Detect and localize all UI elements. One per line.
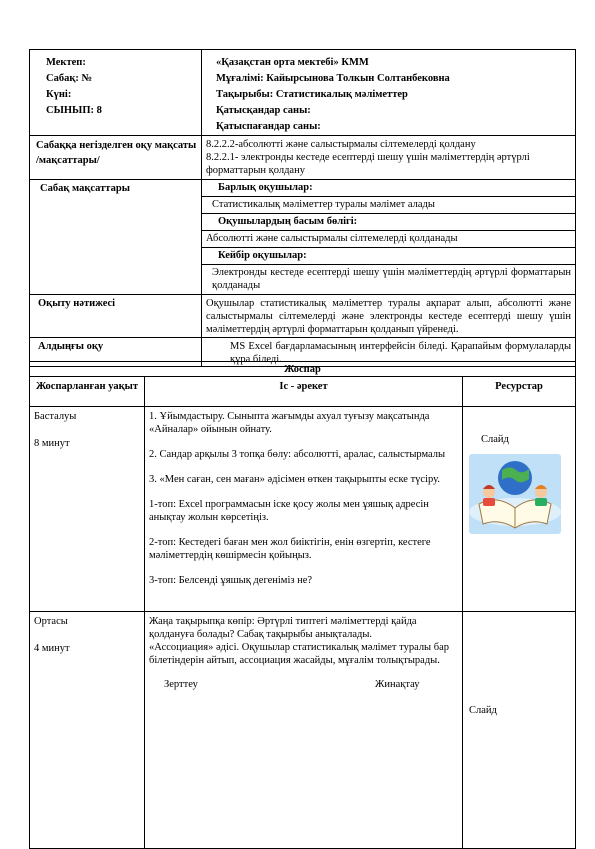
objective-2: 8.2.2.1- электронды кестеде есептерді шешу үшін мәліметтердің әртүрлі форматтарын қолдану xyxy=(206,152,530,176)
prior-learning-label: Алдыңғы оқу xyxy=(30,338,202,367)
goals-label: Сабақ мақсаттары xyxy=(30,180,202,295)
middle-stage-name: Ортасы xyxy=(34,616,68,627)
start-step-1: 1. Ұйымдастыру. Сыныпта жағымды ахуал туғызу мақсатында «Айналар» ойынын ойнату. xyxy=(149,411,430,435)
teacher-info-cell xyxy=(202,50,576,136)
lesson-info-table xyxy=(29,49,576,367)
middle-step-2: «Ассоциация» әдісі. Оқушылар статистикалық мәлімет туралы бар білетіндерін айтып, ассоциация жасайды, мұғалім толықтырады. xyxy=(149,642,449,666)
plan-title: Жоспар xyxy=(30,362,576,377)
school-label: Мектеп: xyxy=(46,57,86,68)
all-students-heading: Барлық оқушылар: xyxy=(202,180,575,197)
date-label: Күні: xyxy=(46,89,72,100)
resources-column-header: Ресурстар xyxy=(463,377,576,407)
present-count-label: Қатысқандар саны: xyxy=(216,105,311,116)
objective-1: 8.2.2.2-абсолютті және салыстырмалы сілтемелерді қолдану xyxy=(206,139,476,150)
some-students-heading: Кейбір оқушылар: xyxy=(202,248,575,265)
lesson-topic: Тақырыбы: Статистикалық мәліметтер xyxy=(216,89,408,100)
school-info-cell xyxy=(30,50,202,136)
start-stage-duration: 8 минут xyxy=(34,438,70,449)
start-stage-name: Басталуы xyxy=(34,411,77,422)
lesson-number-label: Сабақ: № xyxy=(46,73,93,84)
all-students-text: Статистикалық мәліметтер туралы мәлімет алады xyxy=(202,197,575,214)
start-step-2: 2. Сандар арқылы 3 топқа бөлу: абсолютті, аралас, салыстырмалы xyxy=(149,449,446,460)
absent-count-label: Қатыспағандар саны: xyxy=(216,121,321,132)
start-resources-cell xyxy=(463,407,576,612)
outcome-text: Оқушылар статистикалық мәліметтер туралы ақпарат алып, абсолютті және салыстырмалы сілтемелерді және электронды кестеде есептерді шешу үшін мәліметтердің әртүрлі форматтарын қолданып үйренеді. xyxy=(202,295,576,338)
some-students-text: Электронды кестеде есептерді шешу үшін мәліметтердің әртүрлі форматтарын қолданады xyxy=(212,267,571,291)
prior-learning-text: MS Excel бағдарламасының интерфейсін біледі. Қарапайым формулаларды құра біледі. xyxy=(202,338,576,367)
middle-resource-label: Слайд xyxy=(469,705,497,716)
start-resource-label: Слайд xyxy=(481,434,509,445)
most-students-heading: Оқушылардың басым бөлігі: xyxy=(202,214,575,231)
time-column-header: Жоспарланған уақыт xyxy=(30,377,145,407)
middle-stage-cell xyxy=(30,612,145,849)
group-1-task: 1-топ: Excel программасын іске қосу жолы мен ұяшық адресін анықтау жолын көрсетіңіз. xyxy=(149,499,429,523)
middle-step-1: Жаңа тақырыпқа көпір: Әртүрлі типтегі мәліметтерді қайда қолдануға болады? Сабақ тақырыбы анықталады. xyxy=(149,616,417,640)
start-stage-cell xyxy=(30,407,145,612)
objectives-label: Сабаққа негізделген оқу мақсаты /мақсаттары/ xyxy=(30,136,202,180)
outcome-label: Оқыту нәтижесі xyxy=(30,295,202,338)
word-research: Зерттеу xyxy=(164,679,198,690)
goals-cell xyxy=(202,180,576,295)
grade-label: СЫНЫП: 8 xyxy=(46,105,102,116)
activity-column-header: Іс - әрекет xyxy=(145,377,463,407)
objectives-cell xyxy=(202,136,576,180)
school-name: «Қазақстан орта мектебі» КММ xyxy=(216,57,369,68)
association-words xyxy=(149,678,458,694)
word-summary: Жинақтау xyxy=(375,679,420,690)
group-2-task: 2-топ: Кестедегі баған мен жол биіктігін, енін өзгертіп, кестеге мәліметтердің көшірмесін қойыңыз. xyxy=(149,537,431,561)
middle-resources-cell xyxy=(463,612,576,849)
teacher-name: Мұғалімі: Кайырсынова Толкын Солтанбековна xyxy=(216,73,450,84)
start-step-3: 3. «Мен саған, сен маған» әдісімен өткен тақырыпты еске түсіру. xyxy=(149,474,440,485)
group-3-task: 3-топ: Белсенді ұяшық дегеніміз не? xyxy=(149,575,313,586)
plan-table xyxy=(29,361,576,849)
start-activities-cell xyxy=(145,407,463,612)
middle-stage-duration: 4 минут xyxy=(34,643,70,654)
children-reading-book-illustration xyxy=(469,454,561,534)
most-students-text: Абсолютті және салыстырмалы сілтемелерді қолданады xyxy=(202,231,575,248)
middle-activities-cell xyxy=(145,612,463,849)
